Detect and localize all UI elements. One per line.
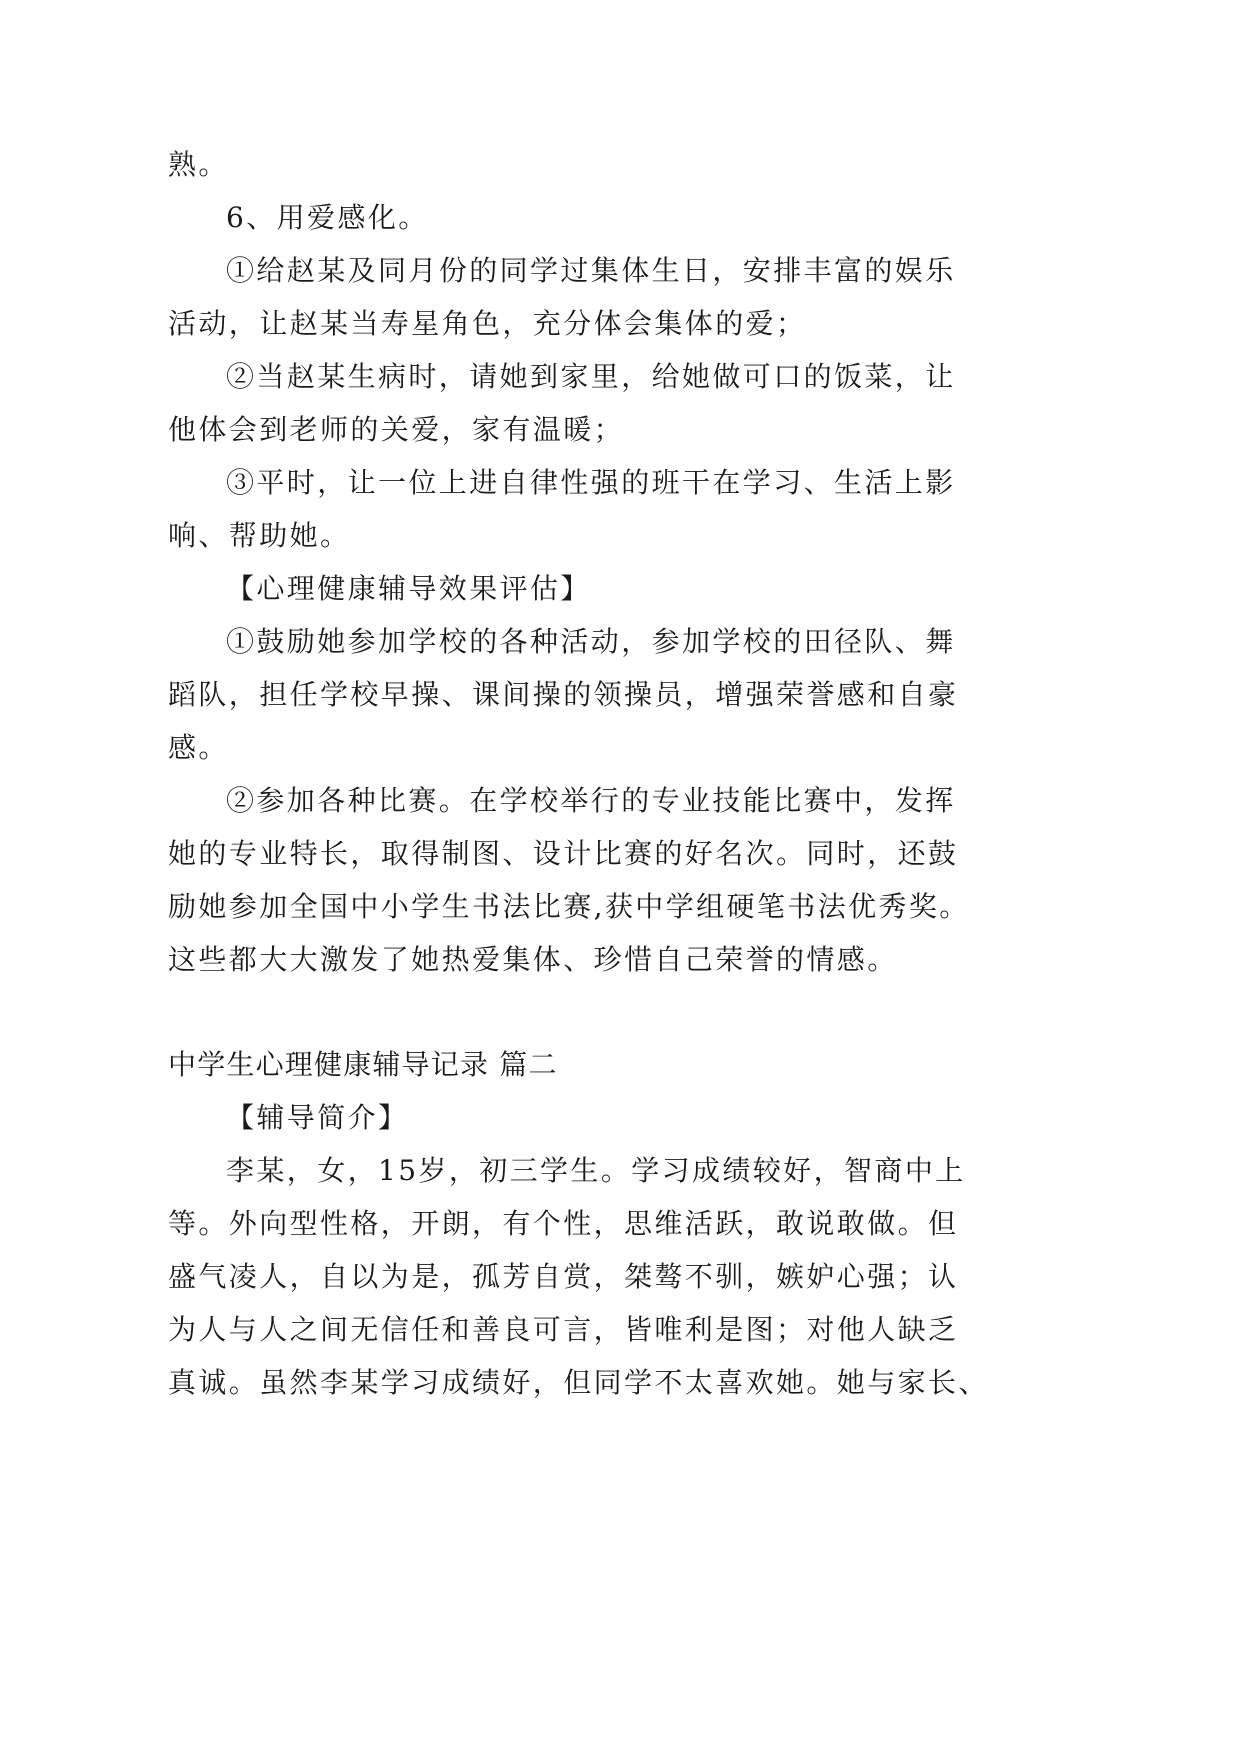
text-line: ①给赵某及同月份的同学过集体生日，安排丰富的娱乐 — [226, 254, 956, 287]
text-line: 这些都大大激发了她热爱集体、珍惜自己荣誉的情感。 — [168, 943, 898, 976]
text-line: 她的专业特长，取得制图、设计比赛的好名次。同时，还鼓 — [168, 837, 959, 870]
text-line: 盛气凌人，自以为是，孤芳自赏，桀骜不驯，嫉妒心强；认 — [168, 1260, 959, 1293]
text-line: 励她参加全国中小学生书法比赛,获中学组硬笔书法优秀奖。 — [168, 890, 970, 923]
section-gap — [168, 986, 943, 1038]
text-line: 真诚。虽然李某学习成绩好，但同学不太喜欢她。她与家长、 — [168, 1366, 989, 1399]
text-line: ②参加各种比赛。在学校举行的专业技能比赛中，发挥 — [226, 784, 956, 817]
intro-heading: 【辅导简介】 — [226, 1101, 409, 1134]
text-line: 李某，女，15岁，初三学生。学习成绩较好，智商中上 — [226, 1154, 966, 1187]
text-line: 等。外向型性格，开朗，有个性，思维活跃，敢说敢做。但 — [168, 1207, 959, 1240]
text-line: 熟。 — [168, 148, 229, 181]
text-line: 感。 — [168, 731, 229, 764]
text-line: 响、帮助她。 — [168, 519, 351, 552]
text-line: 为人与人之间无信任和善良可言，皆唯利是图；对他人缺乏 — [168, 1313, 959, 1346]
evaluation-heading: 【心理健康辅导效果评估】 — [226, 572, 591, 605]
text-line: ②当赵某生病时，请她到家里，给她做可口的饭菜，让 — [226, 360, 956, 393]
text-line: 蹈队，担任学校早操、课间操的领操员，增强荣誉感和自豪 — [168, 678, 959, 711]
document-body — [168, 138, 989, 1409]
text-line: ③平时，让一位上进自律性强的班干在学习、生活上影 — [226, 466, 956, 499]
text-line: 活动，让赵某当寿星角色，充分体会集体的爱； — [168, 307, 807, 340]
section-title: 中学生心理健康辅导记录 篇二 — [168, 1048, 558, 1081]
text-line: ①鼓励她参加学校的各种活动，参加学校的田径队、舞 — [226, 625, 956, 658]
text-line: 他体会到老师的关爱，家有温暖； — [168, 413, 625, 446]
section-heading-6: 6、用爱感化。 — [226, 201, 429, 234]
